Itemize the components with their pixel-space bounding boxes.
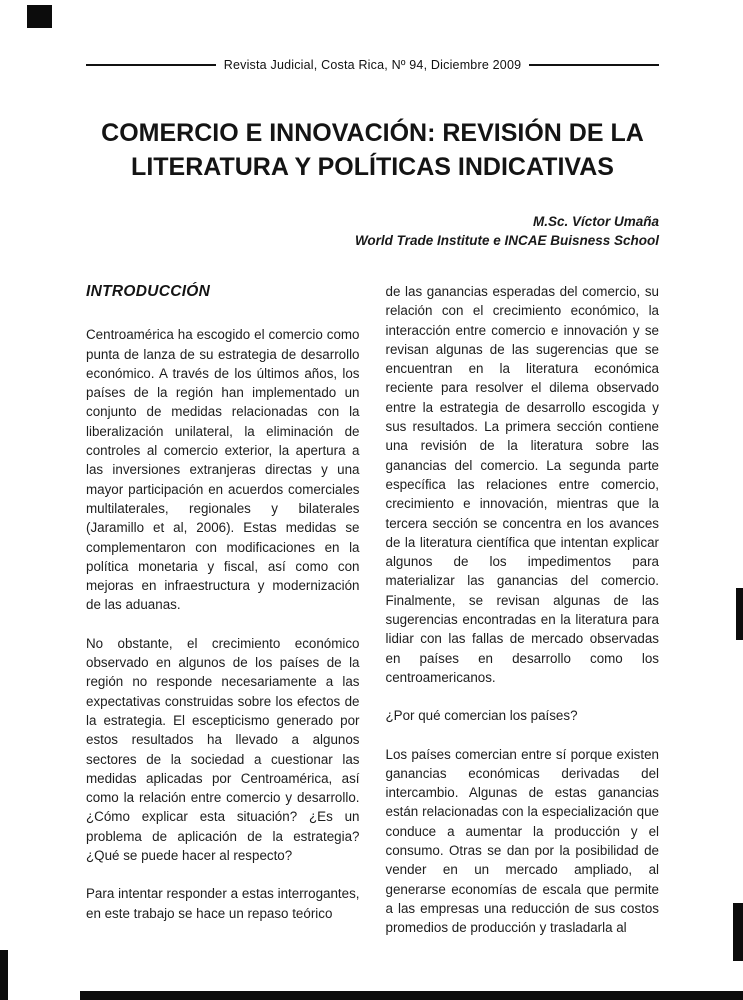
left-paragraph-2: No obstante, el crecimiento económico observado en algunos de los países de la región no responde necesariamente a las expectativas construidas sobre los efectos de la estrategia. El escepticismo generado por estos resultados ha llevado a algunos sectores de la sociedad a cuestionar las medidas aplicadas por Centroamérica, así como la relación entre comercio y desarrollo. ¿Cómo explicar esta situación? ¿Es un problema de aplicación de la estrategia? ¿Qué se puede hacer al respecto? — [86, 635, 360, 864]
right-question: ¿Por qué comercian los países? — [385, 708, 578, 724]
left-column — [86, 282, 360, 957]
right-paragraph-2: Los países comercian entre sí porque existen ganancias económicas derivadas del intercambio. Algunas de estas ganancias están relacionadas con la especialización que conduce a aumentar la producción y el consumo. Otras se dan por la posibilidad de vender en un mercado ampliado, al generarse economías de escala que permite a las empresas una reducción de sus costos promedios de producción y trasladarla al — [385, 746, 659, 936]
journal-header — [86, 58, 659, 72]
left-paragraph-3: Para intentar responder a estas interrogantes, en este trabajo se hace un repaso teórico — [86, 886, 360, 921]
scan-artifact-right-mid — [736, 588, 743, 640]
header-rule-right — [529, 64, 659, 66]
left-paragraph-1: Centroamérica ha escogido el comercio como punta de lanza de su estrategia de desarrollo económico. A través de los últimos años, los países de la región han implementado un conjunto de medidas relacionadas con la liberalización unilateral, la eliminación de controles al comercio exterior, la apertura a las inversiones extranjeras directas y una mayor participación en acuerdos comerciales multilaterales, regionales y bilaterales (Jaramillo et al, 2006). Estas medidas se complementaron con modificaciones en la política monetaria y fiscal, así como con mejoras en infraestructura y modernización de las aduanas. — [86, 327, 360, 613]
scan-artifact-right-low — [733, 903, 743, 961]
header-rule-left — [86, 64, 216, 66]
author-affiliation: World Trade Institute e INCAE Buisness School — [354, 233, 659, 248]
article-title: COMERCIO E INNOVACIÓN: REVISIÓN DE LA LITERATURA Y POLÍTICAS INDICATIVAS — [101, 119, 644, 181]
right-column — [386, 282, 660, 957]
scan-artifact-bottom-bar — [80, 991, 743, 1000]
journal-header-text: Revista Judicial, Costa Rica, Nº 94, Diciembre 2009 — [223, 58, 522, 72]
right-paragraph-1: de las ganancias esperadas del comercio, su relación con el crecimiento económico, la interacción entre comercio e innovación y se revisan algunas de las sugerencias que se encuentran en la literatura económica reciente para resolver el dilema observado entre la estrategia de desarrollo escogida y sus resultados. La primera sección contiene una revisión de la literatura sobre las ganancias del comercio. La segunda parte específica las relaciones entre comercio, crecimiento e innovación, mientras que la tercera sección se concentra en los avances de la literatura científica que intentan explicar algunos de los impedimentos para materializar las ganancias del comercio. Finalmente, se revisan algunas de las sugerencias encontradas en la literatura para lidiar con las fallas de mercado observadas en países en desarrollo como los centroamericanos. — [385, 284, 659, 685]
scan-artifact-top-left — [27, 5, 52, 28]
two-column-body — [86, 282, 659, 957]
author-name: M.Sc. Víctor Umaña — [532, 214, 659, 229]
section-heading-introduccion: INTRODUCCIÓN — [86, 283, 211, 300]
author-block — [86, 212, 659, 250]
scan-artifact-bottom-left — [0, 950, 8, 1000]
